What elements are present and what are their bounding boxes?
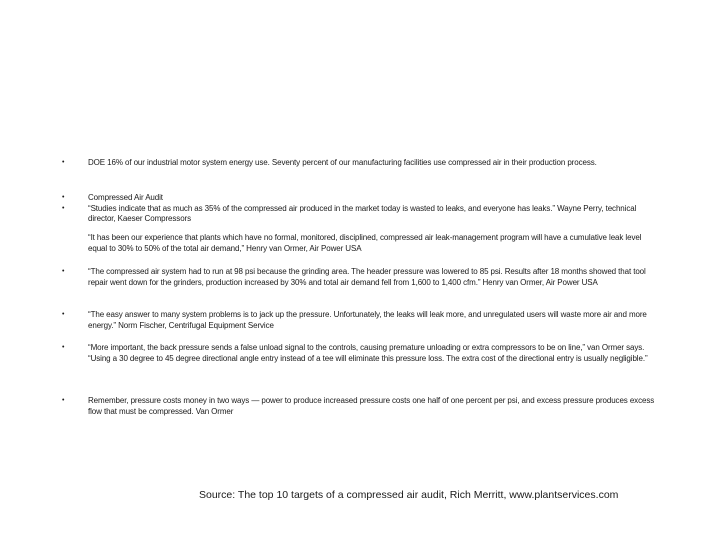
bullet-marker: •	[62, 268, 65, 275]
bullet-marker: •	[62, 344, 65, 351]
text-block-pressure-costs	[88, 396, 660, 417]
bullet-marker: •	[62, 159, 65, 166]
text-block-doe	[88, 158, 660, 169]
bullet-marker: •	[62, 205, 65, 212]
text-block-easy-answer	[88, 310, 660, 331]
text-line: Compressed Air Audit	[88, 193, 163, 202]
text-line: DOE 16% of our industrial motor system energy use. Seventy percent of our manufacturing facilities use compressed air in their production process.	[88, 158, 597, 167]
text-line: “Studies indicate that as much as 35% of the compressed air produced in the market today is wasted to leaks, and everyone has leaks.” Wayne Perry, technical director, Kaeser Compressors	[88, 203, 637, 223]
text-line: Remember, pressure costs money in two ways — power to produce increased pressure costs one half of one percent per psi, and excess pressure produces excess flow that must be compressed. Van Ormer	[88, 396, 655, 416]
text-line: “More important, the back pressure sends a false unload signal to the controls, causing premature unloading or extra compressors to be on line,” van Ormer says. “Using a 30 degree to 45 degree directional angle entry instead of a tee will eliminate this pressure loss. The extra cost of the directional entry is usually negligible.”	[88, 343, 648, 363]
bullet-marker: •	[62, 194, 65, 201]
text-block-back-pressure	[88, 343, 660, 364]
text-block-98psi	[88, 267, 660, 288]
text-block-audit	[88, 193, 660, 225]
source-citation: Source: The top 10 targets of a compressed air audit, Rich Merritt, www.plantservices.com	[199, 489, 619, 501]
text-block-experience	[88, 233, 660, 254]
text-line: “The easy answer to many system problems is to jack up the pressure. Unfortunately, the leaks will leak more, and unregulated users will waste more air and more energy.” Norm Fischer, Centrifugal Equipment Service	[88, 310, 647, 330]
bullet-marker: •	[62, 311, 65, 318]
bullet-marker: •	[62, 397, 65, 404]
text-line: “It has been our experience that plants which have no formal, monitored, disciplined, compressed air leak-management program will have a cumulative leak level equal to 30% to 50% of the total air demand,” Henry van Ormer, Air Power USA	[88, 233, 642, 253]
text-line: “The compressed air system had to run at 98 psi because the grinding area. The header pressure was lowered to 85 psi. Results after 18 months showed that tool repair went down for the grinders, production increased by 30% and total air demand fell from 1,600 to 1,400 cfm.” Henry van Ormer, Air Power USA	[88, 267, 646, 287]
